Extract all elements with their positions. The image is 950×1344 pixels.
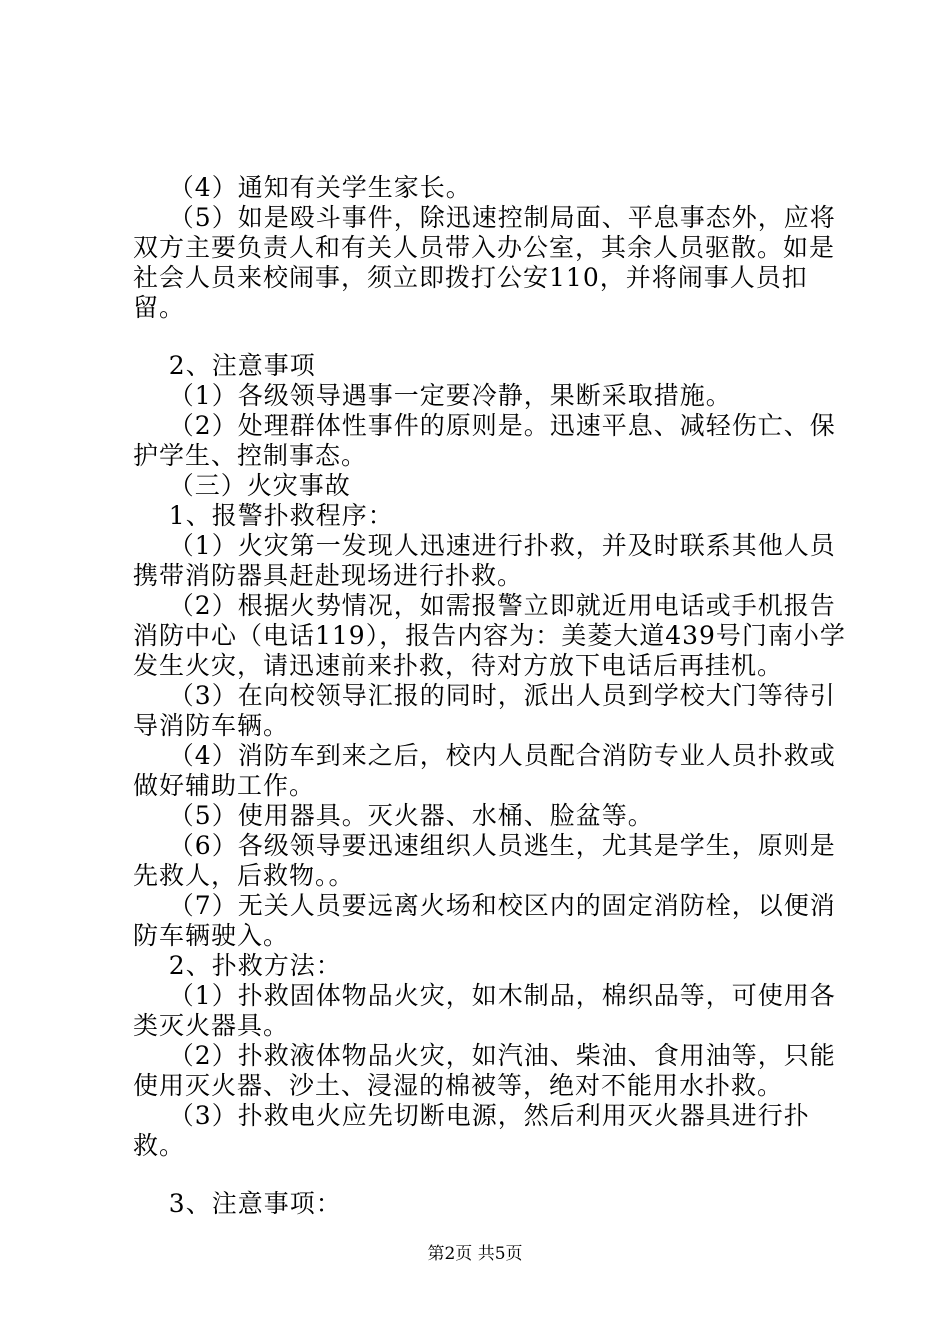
paragraph: （2）根据火势情况，如需报警立即就近用电话或手机报告消防中心（电话119），报告内容为：美菱大道439号门南小学发生火灾，请迅速前来扑救，待对方放下电话后再挂机。 [133,591,846,680]
section-heading: 2、注意事项 [133,351,316,380]
paragraph: （4）通知有关学生家长。 [133,173,472,202]
paragraph: （1）火灾第一发现人迅速进行扑救，并及时联系其他人员携带消防器具赶赴现场进行扑救。 [133,531,836,590]
paragraph: （1）扑救固体物品火灾，如木制品，棉织品等，可使用各类灭火器具。 [133,981,836,1040]
paragraph-gap [133,323,853,351]
section-heading: （三）火灾事故 [133,471,351,500]
section-heading: 2、扑救方法： [133,951,342,980]
paragraph: （5）使用器具。灭火器、水桶、脸盆等。 [133,801,654,830]
paragraph: （2）扑救液体物品火灾，如汽油、柴油、食用油等，只能使用灭火器、沙土、浸湿的棉被等，绝对不能用水扑救。 [133,1041,836,1100]
paragraph: （2）处理群体性事件的原则是。迅速平息、减轻伤亡、保护学生、控制事态。 [133,411,836,470]
section-heading: 3、注意事项： [133,1189,342,1218]
paragraph: （4）消防车到来之后，校内人员配合消防专业人员扑救或做好辅助工作。 [133,741,836,800]
paragraph: （3）扑救电火应先切断电源，然后利用灭火器具进行扑救。 [133,1101,810,1160]
document-body [133,173,853,1219]
page-footer: 第2页 共5页 [427,1244,523,1264]
paragraph: （7）无关人员要远离火场和校区内的固定消防栓，以便消防车辆驶入。 [133,891,836,950]
paragraph: （1）各级领导遇事一定要冷静，果断采取措施。 [133,381,732,410]
section-heading: 1、报警扑救程序： [133,501,394,530]
paragraph: （3）在向校领导汇报的同时，派出人员到学校大门等待引导消防车辆。 [133,681,836,740]
paragraph: （5）如是殴斗事件，除迅速控制局面、平息事态外，应将双方主要负责人和有关人员带入办公室，其余人员驱散。如是社会人员来校闹事，须立即拨打公安110，并将闹事人员扣留。 [133,203,836,322]
paragraph-gap [133,1161,853,1189]
paragraph: （6）各级领导要迅速组织人员逃生，尤其是学生，原则是先救人，后救物。。 [133,831,836,890]
